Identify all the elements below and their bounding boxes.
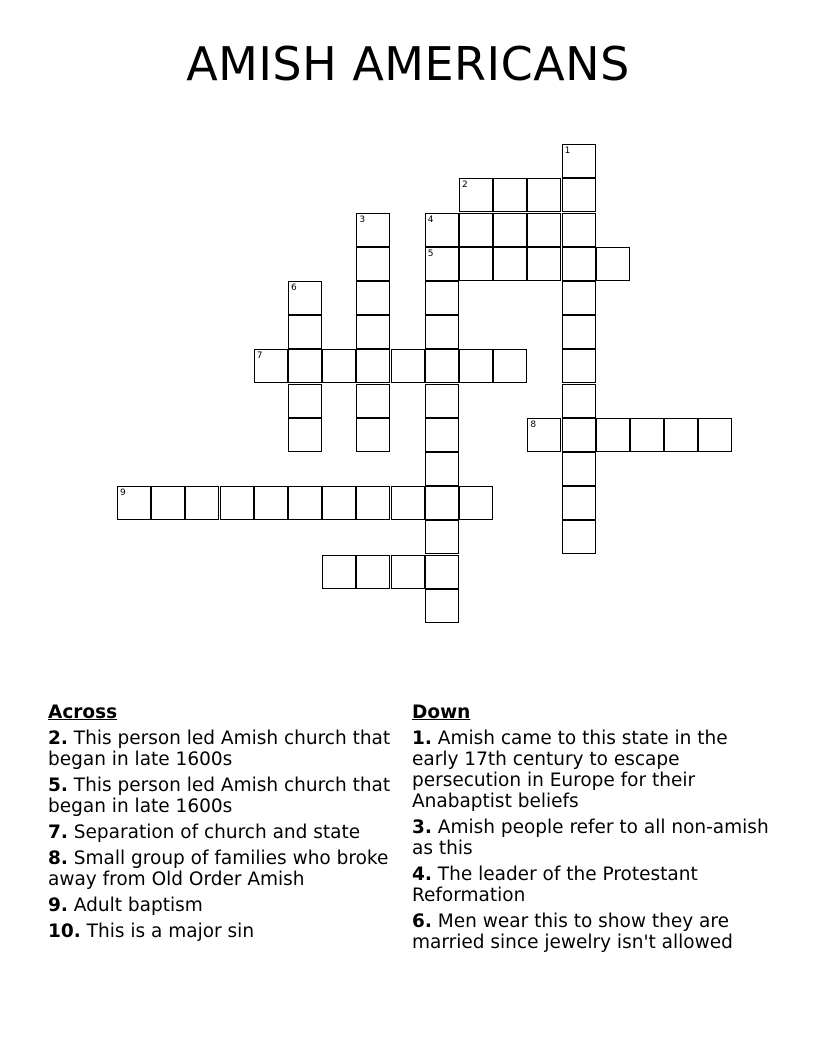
grid-cell[interactable] — [220, 486, 254, 520]
cell-number: 3 — [359, 214, 366, 225]
grid-cell[interactable] — [527, 178, 561, 212]
grid-cell[interactable] — [322, 486, 356, 520]
grid-cell[interactable] — [425, 418, 459, 452]
clue-down-6: 6. Men wear this to show they are married since jewelry isn't allowed — [412, 911, 733, 953]
grid-cell[interactable] — [562, 384, 596, 418]
grid-cell[interactable] — [493, 247, 527, 281]
clue-down-4: 4. The leader of the Protestant Reformation — [412, 864, 698, 906]
cell-number: 5 — [427, 248, 434, 259]
grid-cell[interactable] — [356, 247, 390, 281]
grid-cell[interactable] — [288, 315, 322, 349]
grid-cell[interactable] — [527, 213, 561, 247]
grid-cell[interactable] — [664, 418, 698, 452]
grid-cell[interactable] — [562, 315, 596, 349]
grid-cell[interactable] — [425, 520, 459, 554]
grid-cell[interactable] — [562, 213, 596, 247]
grid-cell[interactable] — [425, 247, 459, 281]
clue-across-10: 10. This is a major sin — [48, 921, 255, 942]
across-heading: Across — [48, 702, 118, 723]
grid-cell[interactable] — [288, 281, 322, 315]
grid-cell[interactable] — [254, 486, 288, 520]
grid-cell[interactable] — [562, 349, 596, 383]
grid-cell[interactable] — [562, 281, 596, 315]
grid-cell[interactable] — [356, 281, 390, 315]
clue-down-1: 1. Amish came to this state in the early 17th century to escape persecution in Europe for their Anabaptist beliefs — [412, 728, 728, 812]
puzzle-title: AMISH AMERICANS — [186, 37, 630, 91]
clue-down-3: 3. Amish people refer to all non-amish as this — [412, 817, 769, 859]
grid-cell[interactable] — [356, 315, 390, 349]
grid-cell[interactable] — [596, 247, 630, 281]
grid-cell[interactable] — [425, 452, 459, 486]
grid-cell[interactable] — [391, 555, 425, 589]
grid-cell[interactable] — [493, 213, 527, 247]
grid-cell[interactable] — [459, 213, 493, 247]
cell-number: 2 — [462, 180, 468, 191]
grid-cell[interactable] — [288, 418, 322, 452]
grid-cell[interactable] — [562, 520, 596, 554]
grid-cell[interactable] — [391, 349, 425, 383]
grid-cell[interactable] — [356, 555, 390, 589]
grid-cell[interactable] — [425, 486, 459, 520]
grid-cell[interactable] — [459, 247, 493, 281]
grid-cell[interactable] — [596, 418, 630, 452]
grid-cell[interactable] — [562, 178, 596, 212]
grid-cell[interactable] — [356, 418, 390, 452]
clue-across-8: 8. Small group of families who broke away from Old Order Amish — [48, 848, 389, 890]
grid-cell[interactable] — [459, 178, 493, 212]
grid-cell[interactable] — [356, 349, 390, 383]
grid-cell[interactable] — [425, 555, 459, 589]
grid-cell[interactable] — [562, 486, 596, 520]
grid-cell[interactable] — [562, 247, 596, 281]
across-clues — [48, 702, 393, 947]
grid-cell[interactable] — [356, 384, 390, 418]
grid-cell[interactable] — [425, 384, 459, 418]
grid-cell[interactable] — [425, 281, 459, 315]
grid-cell[interactable] — [288, 486, 322, 520]
cell-number: 9 — [120, 488, 126, 499]
cell-number: 7 — [256, 351, 263, 362]
clue-across-9: 9. Adult baptism — [48, 895, 203, 916]
grid-cell[interactable] — [425, 349, 459, 383]
grid-cell[interactable] — [356, 213, 390, 247]
grid-cell[interactable] — [527, 247, 561, 281]
clue-across-5: 5. This person led Amish church that began in late 1600s — [48, 775, 391, 817]
clue-across-2: 2. This person led Amish church that began in late 1600s — [48, 728, 391, 770]
grid-cell[interactable] — [391, 486, 425, 520]
grid-cell[interactable] — [288, 384, 322, 418]
grid-cell[interactable] — [562, 418, 596, 452]
grid-cell[interactable] — [425, 315, 459, 349]
grid-cell[interactable] — [630, 418, 664, 452]
grid-cell[interactable] — [151, 486, 185, 520]
grid-cell[interactable] — [322, 555, 356, 589]
grid-cell[interactable] — [459, 349, 493, 383]
grid-cell[interactable] — [459, 486, 493, 520]
grid-cell[interactable] — [117, 486, 151, 520]
clue-across-7: 7. Separation of church and state — [48, 822, 361, 843]
grid-cell[interactable] — [425, 213, 459, 247]
grid-cell[interactable] — [493, 349, 527, 383]
cell-number: 1 — [564, 146, 571, 157]
grid-cell[interactable] — [254, 349, 288, 383]
grid-cell[interactable] — [322, 349, 356, 383]
cell-number: 4 — [427, 214, 434, 225]
down-heading: Down — [412, 702, 471, 723]
cell-number: 8 — [530, 419, 537, 430]
grid-cell[interactable] — [356, 486, 390, 520]
grid-cell[interactable] — [185, 486, 219, 520]
cell-number: 6 — [291, 283, 297, 293]
grid-cell[interactable] — [425, 589, 459, 623]
grid-cell[interactable] — [493, 178, 527, 212]
grid-cell[interactable] — [288, 349, 322, 383]
grid-cell[interactable] — [562, 452, 596, 486]
down-clues — [412, 702, 772, 958]
grid-cell[interactable] — [562, 144, 596, 178]
grid-cell[interactable] — [698, 418, 732, 452]
grid-cell[interactable] — [527, 418, 561, 452]
